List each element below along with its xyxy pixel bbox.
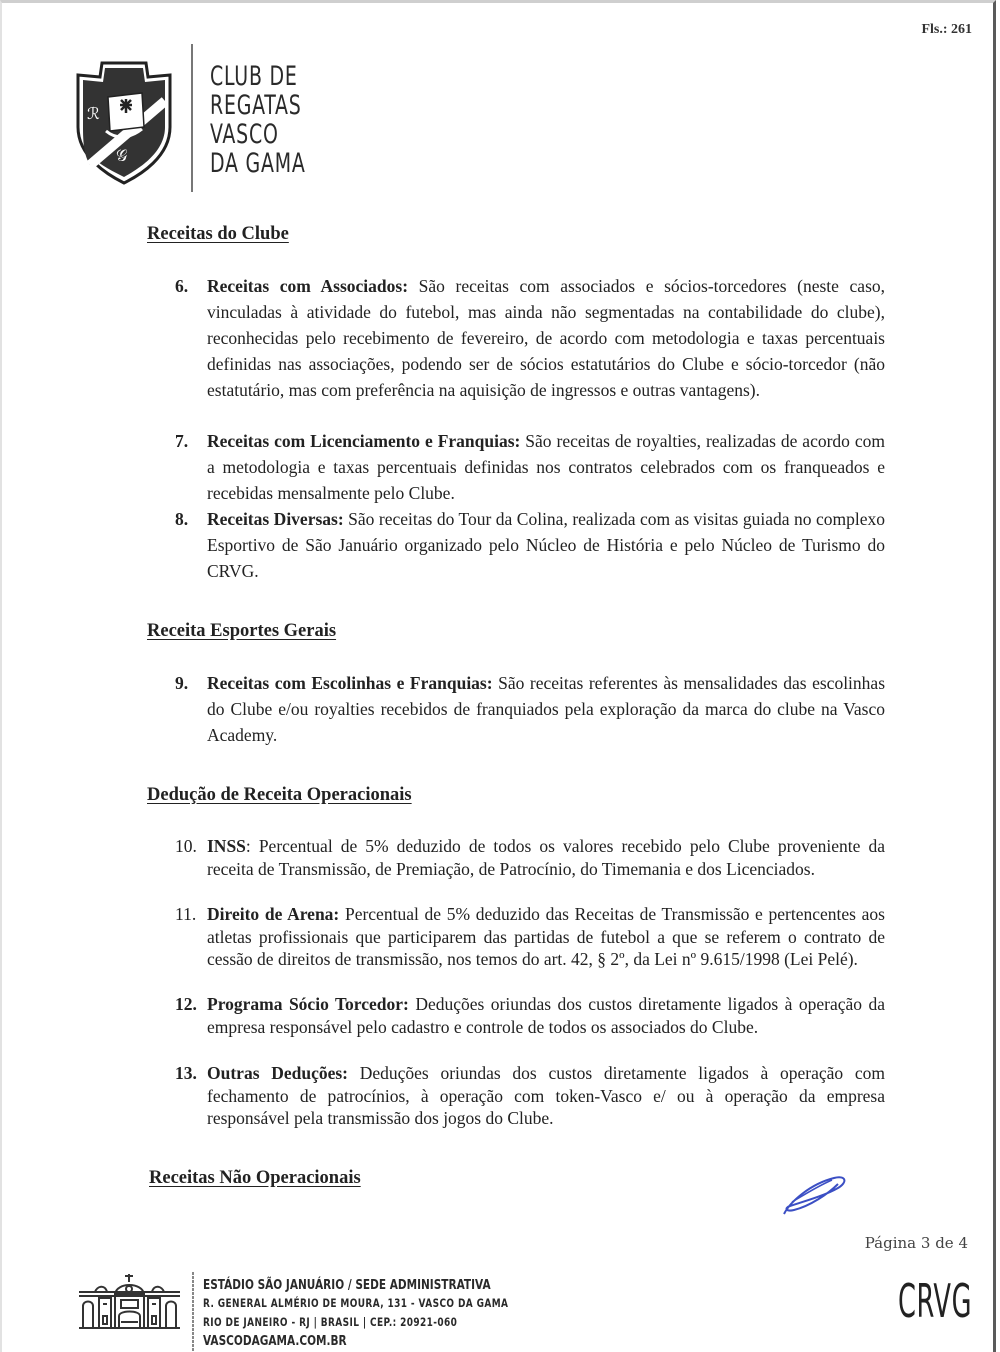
section-title-deducao: Dedução de Receita Operacionais <box>147 785 412 805</box>
stadium-facade-icon <box>77 1270 182 1332</box>
item-term: Receitas com Escolinhas e Franquias: <box>207 673 493 693</box>
list-item-13 <box>175 1062 885 1130</box>
item-description: São receitas de royalties, realizadas de acordo com a metodologia e taxas percentuais definidas nos contratos celebrados com os franqueados e recebidas mensalmente pelo Clube. <box>207 431 886 503</box>
list-item-6 <box>175 273 885 403</box>
item-term: Outras Deduções: <box>207 1063 349 1083</box>
item-description: Deduções oriundas dos custos diretamente ligados à operação com fechamento de patrocínios, à operação com token-Vasco e/ ou à operação da empresa responsável pela transmissão dos jogos do Clube. <box>207 1063 885 1128</box>
item-description: Percentual de 5% deduzido das Receitas de Transmissão e pertencentes aos atletas profissionais que participarem das partidas de futebol a que se referem o contrato de cessão de direitos de transmissão, nos temos do art. 42, § 2º, da Lei nº 9.615/1998 (Lei Pelé). <box>207 904 885 969</box>
club-name-line: DA GAMA <box>210 148 306 179</box>
footer-city: RIO DE JANEIRO - RJ | BRASIL | CEP.: 20921-060 <box>203 1315 458 1329</box>
item-term: Direito de Arena: <box>207 904 340 924</box>
item-number: 7. <box>175 431 189 451</box>
club-name-line: REGATAS <box>210 90 302 121</box>
club-name-line: CLUB DE <box>210 61 298 92</box>
footer-address <box>203 1276 508 1350</box>
folio-number: Fls.: 261 <box>921 22 972 37</box>
item-number: 6. <box>175 276 189 296</box>
item-description: São receitas do Tour da Colina, realizada com as visitas guiada no complexo Esportivo de São Januário organizado pelo Núcleo de História e pelo Núcleo de Turismo do CRVG. <box>207 509 885 581</box>
footer-venue: ESTÁDIO SÃO JANUÁRIO / SEDE ADMINISTRATIVA <box>203 1277 491 1293</box>
svg-text:𝒢: 𝒢 <box>116 146 128 165</box>
footer-website: VASCODAGAMA.COM.BR <box>203 1333 347 1349</box>
section-title-receitas-clube: Receitas do Clube <box>147 224 289 244</box>
item-term: Receitas com Associados: <box>207 276 409 296</box>
item-term: Programa Sócio Torcedor: <box>207 994 409 1014</box>
list-item-10 <box>175 835 885 880</box>
header-divider <box>191 44 193 192</box>
list-item-7 <box>175 428 885 506</box>
item-description: Deduções oriundas dos custos diretamente ligados à operação da empresa responsável pelo cadastro e controle de todos os associados do Clube. <box>207 994 885 1037</box>
section-title-esportes-gerais: Receita Esportes Gerais <box>147 621 337 641</box>
list-item-9 <box>175 670 885 748</box>
club-name-logo <box>210 62 306 178</box>
item-number: 12. <box>175 994 197 1014</box>
footer-divider <box>192 1272 194 1352</box>
item-number: 13. <box>175 1063 197 1083</box>
item-term: Receitas com Licenciamento e Franquias: <box>207 431 521 451</box>
list-item-12 <box>175 993 885 1038</box>
crvg-logo: CRVG <box>898 1274 973 1328</box>
item-number: 10. <box>175 836 197 856</box>
item-description: São receitas referentes às mensalidades das escolinhas do Clube e/ou royalties recebidos de franquiados pela exploração da marca do clube na Vasco Academy. <box>207 673 886 745</box>
item-term: INSS <box>207 836 246 856</box>
item-description: São receitas com associados e sócios-torcedores (neste caso, vinculadas à atividade do futebol, mas ainda não segmentadas na contabilidade do clube), reconhecidas pelo recebimento de fevereiro, de acordo com metodologia e taxas percentuais definidas nas associações, podendo ser de sócios estatutários do Clube e sócio-torcedor (não estatutário, mas com preferência na aquisição de ingressos e outras vantagens). <box>207 276 886 400</box>
item-number: 8. <box>175 509 189 529</box>
svg-text:ℛ: ℛ <box>87 104 100 123</box>
item-description: : Percentual de 5% deduzido de todos os valores recebido pelo Clube proveniente da receita de Transmissão, de Premiação, de Patrocínio, do Timemania e dos Licenciados. <box>207 836 885 879</box>
signature-icon <box>780 1172 850 1220</box>
item-number: 11. <box>175 904 197 924</box>
vasco-crest-icon <box>70 57 178 185</box>
item-term: Receitas Diversas: <box>207 509 344 529</box>
section-title-nao-operacionais: Receitas Não Operacionais <box>149 1168 361 1188</box>
item-number: 9. <box>175 673 189 693</box>
list-item-8 <box>175 506 885 584</box>
list-item-11 <box>175 903 885 971</box>
footer-street: R. GENERAL ALMÉRIO DE MOURA, 131 - VASCO DA GAMA <box>203 1296 509 1310</box>
page-number: Página 3 de 4 <box>864 1234 968 1252</box>
club-name-line: VASCO <box>210 119 279 150</box>
